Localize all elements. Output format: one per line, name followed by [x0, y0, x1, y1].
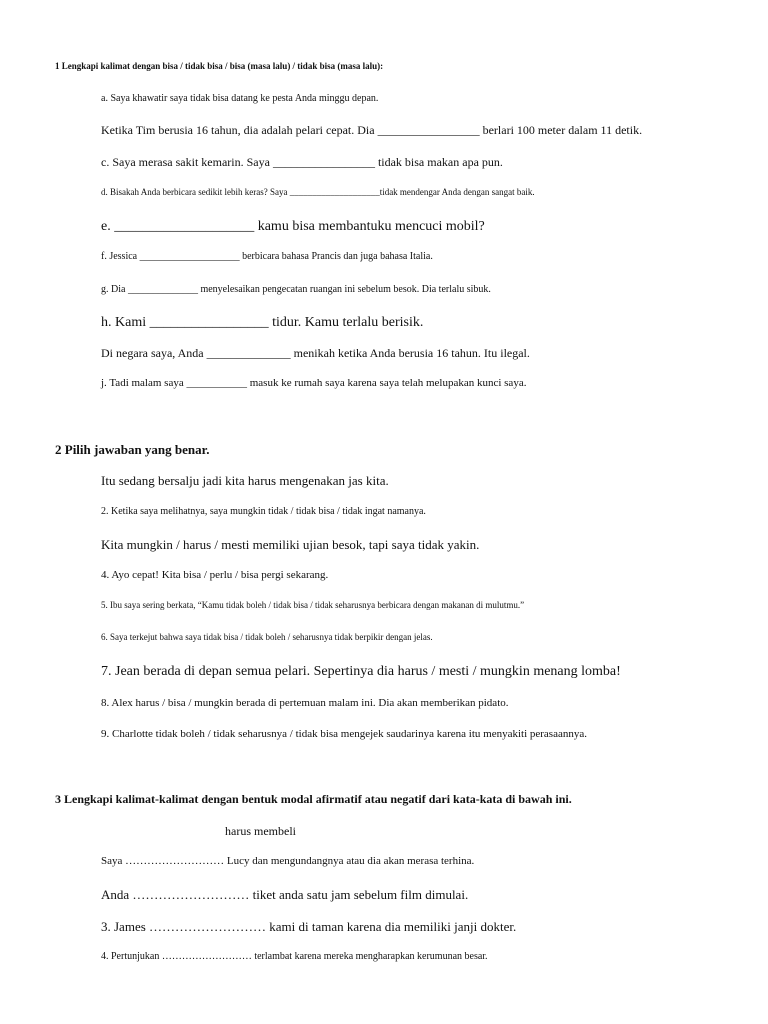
section-1-item-d: d. Bisakah Anda berbicara sedikit lebih keras? Saya ____________________tidak mendengar Anda dengan sangat baik. [101, 187, 535, 197]
section-2-item-4: 4. Ayo cepat! Kita bisa / perlu / bisa pergi sekarang. [101, 569, 329, 581]
section-1-item-i: Di negara saya, Anda ______________ menikah ketika Anda berusia 16 tahun. Itu ilegal. [101, 346, 530, 360]
section-2-item-5: 5. Ibu saya sering berkata, “Kamu tidak boleh / tidak bisa / tidak seharusnya berbicara dengan makanan di mulutmu.” [101, 600, 525, 610]
section-1-item-c: c. Saya merasa sakit kemarin. Saya _________________ tidak bisa makan apa pun. [101, 155, 503, 169]
section-1-item-j: j. Tadi malam saya ___________ masuk ke rumah saya karena saya telah melupakan kunci saya. [101, 377, 527, 389]
section-1-item-h: h. Kami _________________ tidur. Kamu terlalu berisik. [101, 315, 424, 330]
section-2-heading: 2 Pilih jawaban yang benar. [55, 442, 210, 457]
section-2-item-9: 9. Charlotte tidak boleh / tidak seharusnya / tidak bisa mengejek saudarinya karena itu menyakiti perasaannya. [101, 728, 587, 740]
section-2-item-1: Itu sedang bersalju jadi kita harus mengenakan jas kita. [101, 473, 389, 488]
section-2-item-8: 8. Alex harus / bisa / mungkin berada di pertemuan malam ini. Dia akan memberikan pidato. [101, 697, 509, 709]
section-2-item-3: Kita mungkin / harus / mesti memiliki ujian besok, tapi saya tidak yakin. [101, 537, 480, 552]
section-3-item-2: Anda ……………………… tiket anda satu jam sebelum film dimulai. [101, 887, 469, 902]
section-1-item-b: Ketika Tim berusia 16 tahun, dia adalah pelari cepat. Dia _________________ berlari 100 meter dalam 11 detik. [101, 123, 643, 137]
section-1-item-f: f. Jessica ____________________ berbicara bahasa Prancis dan juga bahasa Italia. [101, 251, 433, 262]
section-2-item-7: 7. Jean berada di depan semua pelari. Sepertinya dia harus / mesti / mungkin menang lomba! [101, 664, 621, 679]
section-2-item-6: 6. Saya terkejut bahwa saya tidak bisa / tidak boleh / seharusnya tidak berpikir dengan jelas. [101, 632, 433, 642]
section-1-item-a: a. Saya khawatir saya tidak bisa datang ke pesta Anda minggu depan. [101, 93, 379, 104]
section-3-item-1: Saya ……………………… Lucy dan mengundangnya atau dia akan merasa terhina. [101, 855, 475, 867]
section-3-item-3: 3. James ……………………… kami di taman karena dia memiliki janji dokter. [101, 919, 517, 934]
section-1-heading: 1 Lengkapi kalimat dengan bisa / tidak bisa / bisa (masa lalu) / tidak bisa (masa lalu): [55, 61, 384, 71]
word-box: harus membeli [225, 824, 296, 838]
section-1-item-e: e. ____________________ kamu bisa membantuku mencuci mobil? [101, 219, 485, 234]
section-3-heading: 3 Lengkapi kalimat-kalimat dengan bentuk modal afirmatif atau negatif dari kata-kata di bawah ini. [55, 792, 572, 806]
section-3-item-4: 4. Pertunjukan ……………………… terlambat karena mereka mengharapkan kerumunan besar. [101, 951, 488, 962]
section-1-item-g: g. Dia ______________ menyelesaikan pengecatan ruangan ini sebelum besok. Dia terlalu sibuk. [101, 284, 491, 295]
section-2-item-2: 2. Ketika saya melihatnya, saya mungkin tidak / tidak bisa / tidak ingat namanya. [101, 506, 426, 517]
